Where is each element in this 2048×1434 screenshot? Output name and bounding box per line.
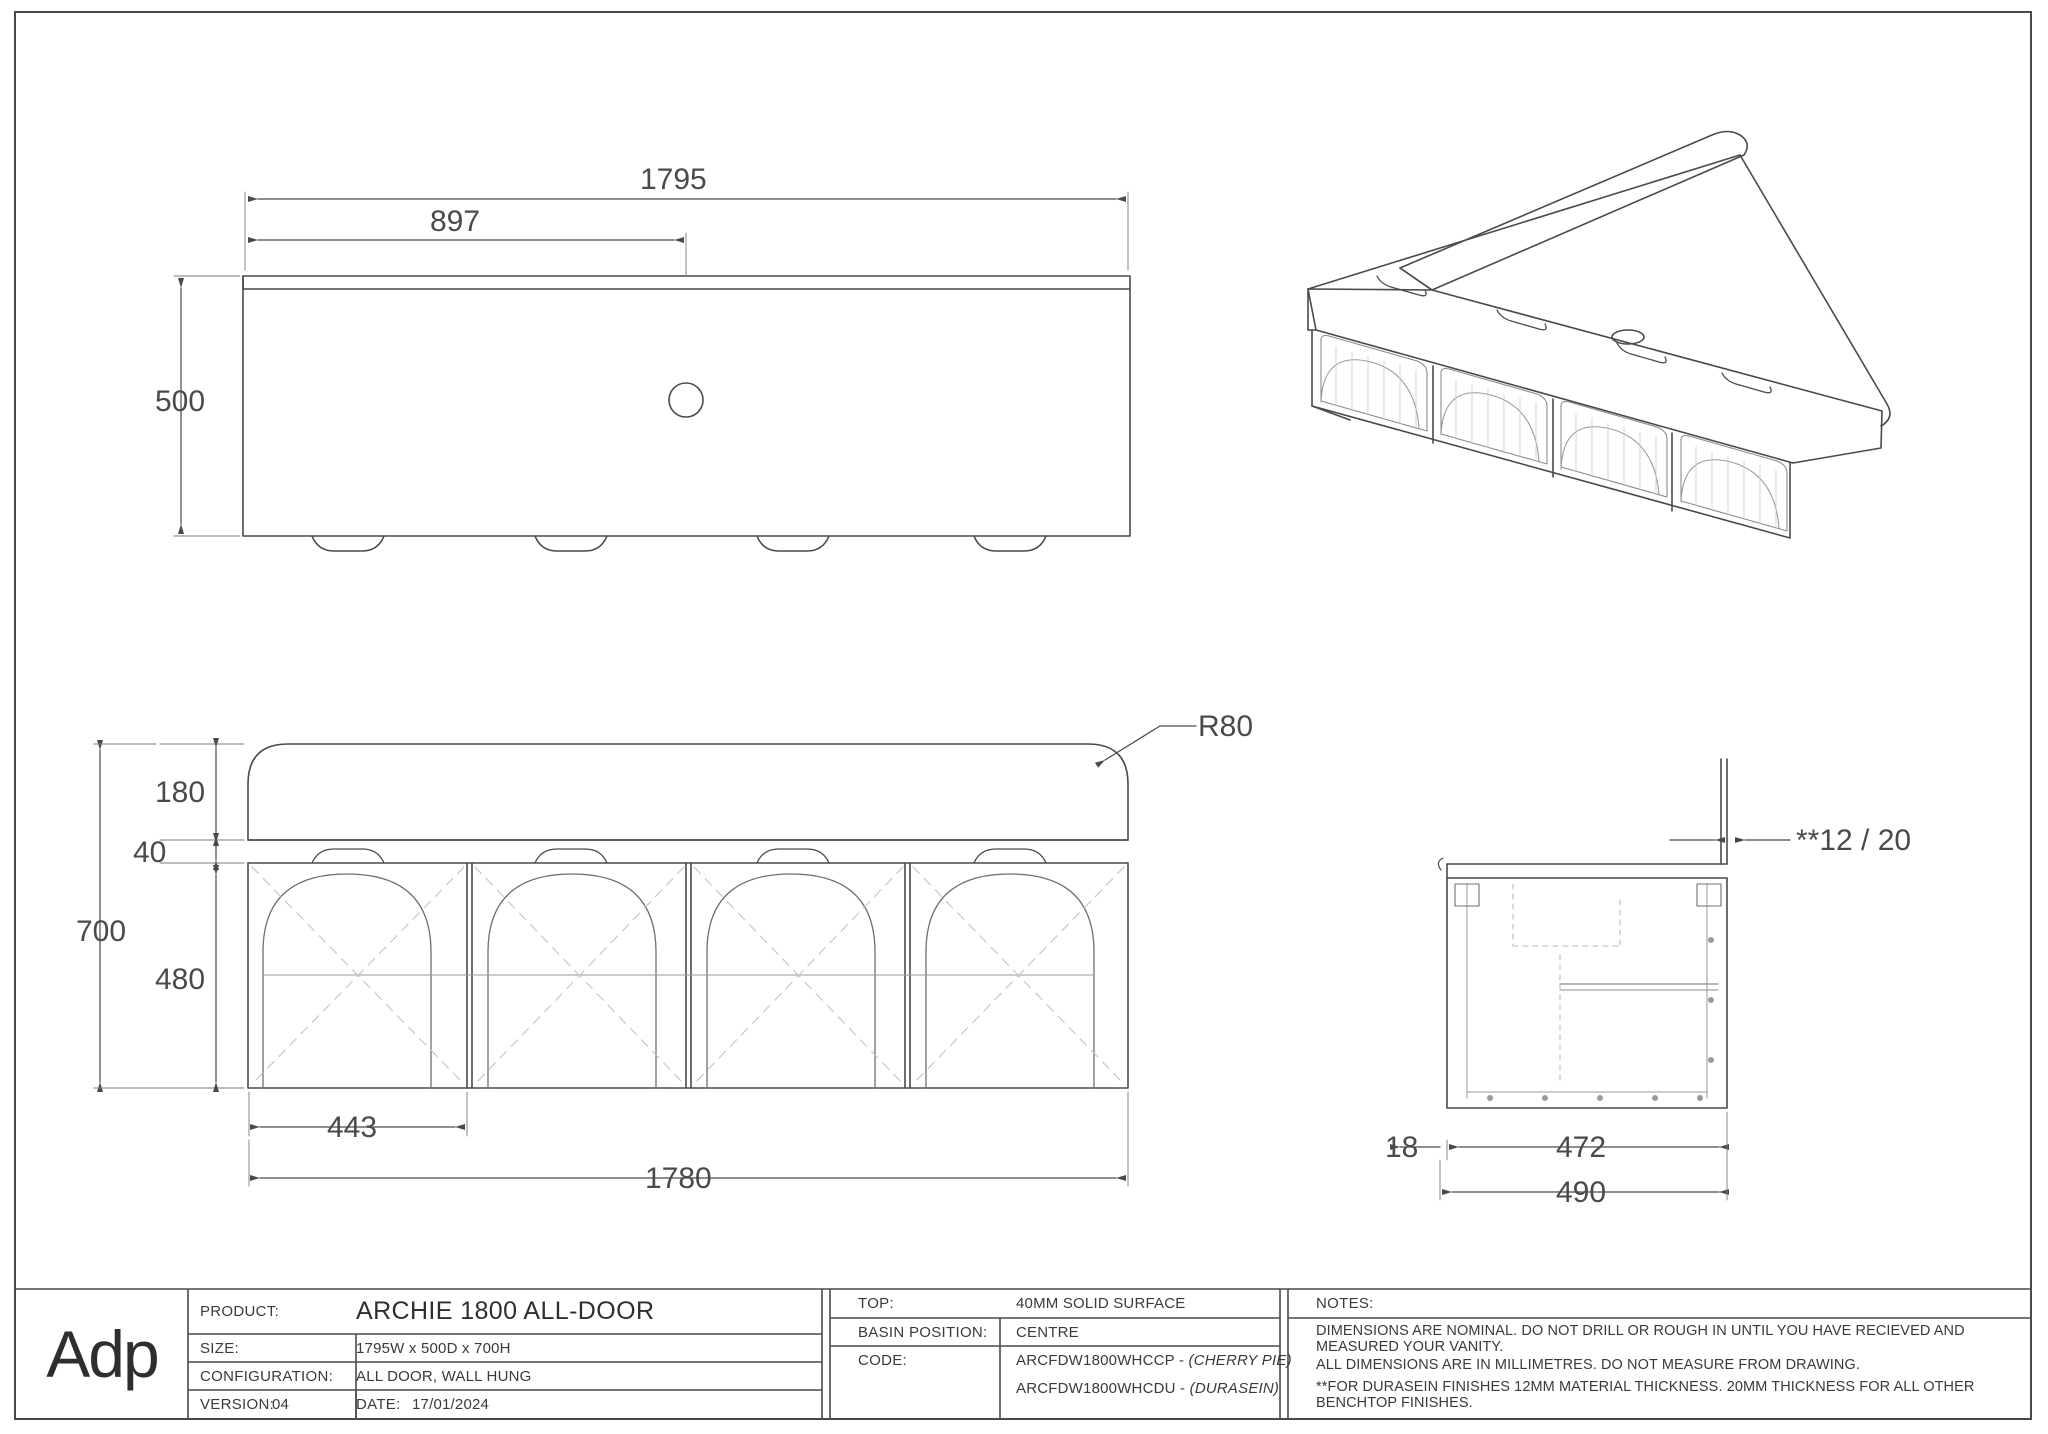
basin-position-value: CENTRE	[1016, 1323, 1079, 1341]
titleblock-spec-column	[846, 1289, 1296, 1418]
dim-elev-overall-width: 1780	[645, 1162, 712, 1195]
notes-line-1: DIMENSIONS ARE NOMINAL. DO NOT DRILL OR ROUGH IN UNTIL YOU HAVE RECIEVED AND MEASURED YOUR VANITY.	[1316, 1323, 1965, 1355]
dim-side-overall-depth: 490	[1556, 1176, 1607, 1209]
dim-front-half-width: 897	[430, 205, 481, 238]
code-label: CODE:	[858, 1351, 908, 1369]
top-value: 40MM SOLID SURFACE	[1016, 1295, 1186, 1312]
title-block	[16, 1289, 2030, 1418]
dim-front-overall-width: 1795	[640, 163, 707, 196]
configuration-label: CONFIGURATION:	[200, 1367, 334, 1385]
configuration-value: ALL DOOR, WALL HUNG	[356, 1367, 532, 1385]
code-value-2	[1016, 1380, 1279, 1397]
version-value: 04	[272, 1395, 290, 1413]
date-label: DATE:	[356, 1395, 401, 1413]
product-label: PRODUCT:	[200, 1303, 280, 1320]
notes-line-2: ALL DIMENSIONS ARE IN MILLIMETRES. DO NOT MEASURE FROM DRAWING.	[1316, 1357, 1860, 1373]
product-value: ARCHIE 1800 ALL-DOOR	[356, 1297, 655, 1325]
dim-elev-band: 40	[133, 836, 167, 869]
brand-logo	[16, 1289, 188, 1418]
dim-side-gap: 18	[1385, 1131, 1419, 1164]
dim-side-inner-depth: 472	[1556, 1131, 1607, 1164]
dim-elev-top-section: 180	[155, 776, 206, 809]
dim-elev-door-width: 443	[327, 1111, 378, 1144]
size-label: SIZE:	[200, 1339, 240, 1357]
notes-line-3: **FOR DURASEIN FINISHES 12MM MATERIAL THICKNESS. 20MM THICKNESS FOR ALL OTHER BENCHTOP FINISHES.	[1316, 1379, 1975, 1411]
titleblock-product-column	[188, 1289, 838, 1418]
dim-elev-door-height: 480	[155, 963, 206, 996]
top-label: TOP:	[858, 1295, 894, 1312]
dim-front-height: 500	[155, 385, 206, 418]
date-value: 17/01/2024	[412, 1395, 490, 1413]
sheet-border	[14, 11, 2032, 1420]
code-value-2-text: ARCFDW1800WHCDU -	[1016, 1379, 1190, 1397]
notes-label: NOTES:	[1316, 1295, 1374, 1312]
brand-logo-text: Adp	[46, 1316, 158, 1391]
code-value-1-finish: (CHERRY PIE)	[1188, 1351, 1292, 1369]
dim-radius-note: R80	[1198, 710, 1254, 743]
dim-thickness-note: **12 / 20	[1796, 824, 1912, 857]
dim-elev-overall-height: 700	[76, 915, 127, 948]
size-value: 1795W x 500D x 700H	[356, 1339, 511, 1357]
code-value-2-finish: (DURASEIN)	[1189, 1379, 1280, 1397]
basin-position-label: BASIN POSITION:	[858, 1323, 988, 1341]
code-value-1-text: ARCFDW1800WHCCP -	[1016, 1351, 1189, 1369]
titleblock-notes-column	[1304, 1289, 2030, 1418]
version-label: VERSION:	[200, 1395, 275, 1413]
code-value-1	[1016, 1352, 1292, 1369]
